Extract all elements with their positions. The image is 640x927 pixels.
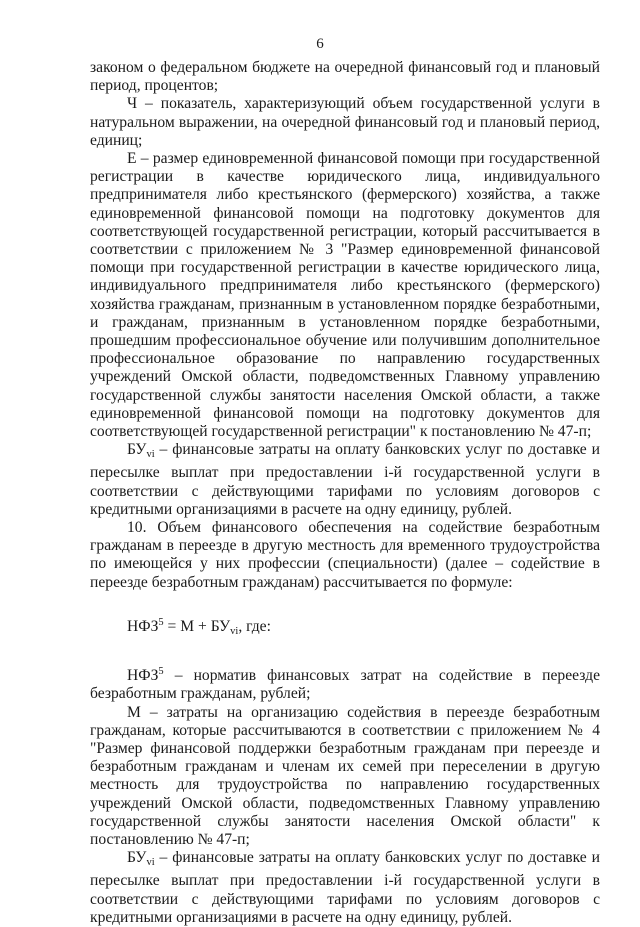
term-bu-2: БУ xyxy=(127,849,147,867)
term-bu-definition: – финансовые затраты на оплату банковских услуг по доставке и пересылке выплат при предоставлении i-й государственной услуги в соответствии с действующими тарифами по условиям договоров с кредитными организациями в расчете на одну единицу, рублей. xyxy=(90,441,600,518)
term-bu-2-definition: – финансовые затраты на оплату банковских услуг по доставке и пересылке выплат при предоставлении i-й государственной услуги в соответствии с действующими тарифами по условиям договоров с кредитными организациями в расчете на одну единицу, рублей. xyxy=(90,849,600,926)
page-number: 6 xyxy=(316,36,324,52)
paragraph-ch-indicator: Ч – показатель, характеризующий объем государственной услуги в натуральном выражении, на очередной финансовый год и плановый период, единиц; xyxy=(90,95,600,149)
formula xyxy=(90,592,600,663)
term-bu-2-subscript: vi xyxy=(146,857,155,869)
paragraph-m-relocation-costs: М – затраты на организацию содействия в переезде безработным гражданам, которые рассчитываются в соответствии с приложением № 4 "Размер финансовой поддержки безработным гражданам при переезде и безработным гражданам и членам их семей при переселении в другую местность для трудоустройства по направлению государственных учреждений Омской области, подведомственных Главному управлению государственной службы занятости населения Омской области" к постановлению № 47-п; xyxy=(90,703,600,848)
paragraph-item-10: 10. Объем финансового обеспечения на содействие безработным гражданам в переезде в другую местность для временного трудоустройства по имеющейся у них профессии (специальности) (далее – содействие в переезде безработным гражданам) рассчитывается по формуле: xyxy=(90,519,600,591)
term-nfz-superscript: 5 xyxy=(158,666,164,678)
term-nfz-definition: – норматив финансовых затрат на содействие в переезде безработным гражданам, рублей; xyxy=(90,667,600,703)
term-bu: БУ xyxy=(127,441,147,459)
term-bu-subscript: vi xyxy=(146,449,155,461)
paragraph-bu-bank-costs xyxy=(90,441,600,519)
formula-middle: = М + БУ xyxy=(163,617,231,635)
paragraph-federal-budget: законом о федеральном бюджете на очередной финансовый год и плановый период, процентов; xyxy=(90,59,600,95)
formula-tail: , где: xyxy=(238,617,271,635)
formula-superscript: 5 xyxy=(158,616,164,628)
term-nfz: НФЗ xyxy=(127,667,159,685)
formula-lhs: НФЗ xyxy=(127,617,159,635)
formula-subscript: vi xyxy=(230,625,239,637)
paragraph-e-financial-aid: Е – размер единовременной финансовой помощи при государственной регистрации в качестве юридического лица, индивидуального предпринимателя либо крестьянского (фермерского) хозяйства, а также единовременной финансовой помощи на подготовку документов для соответствующей государственной регистрации, который рассчитывается в соответствии с приложением № 3 "Размер единовременной финансовой помощи при государственной регистрации в качестве юридического лица, индивидуального предпринимателя либо крестьянского (фермерского) хозяйства гражданам, признанным в установленном порядке безработными, и гражданам, признанным в установленном порядке безработными, прошедшим профессиональное обучение или получившим дополнительное профессиональное образование по направлению государственных учреждений Омской области, подведомственных Главному управлению государственной службы занятости населения Омской области, а также единовременной финансовой помощи на подготовку документов для соответствующей государственной регистрации" к постановлению № 47-п; xyxy=(90,150,600,441)
paragraph-nfz-norm xyxy=(90,663,600,703)
document-body xyxy=(90,59,600,927)
paragraph-bu-bank-costs-2 xyxy=(90,849,600,927)
